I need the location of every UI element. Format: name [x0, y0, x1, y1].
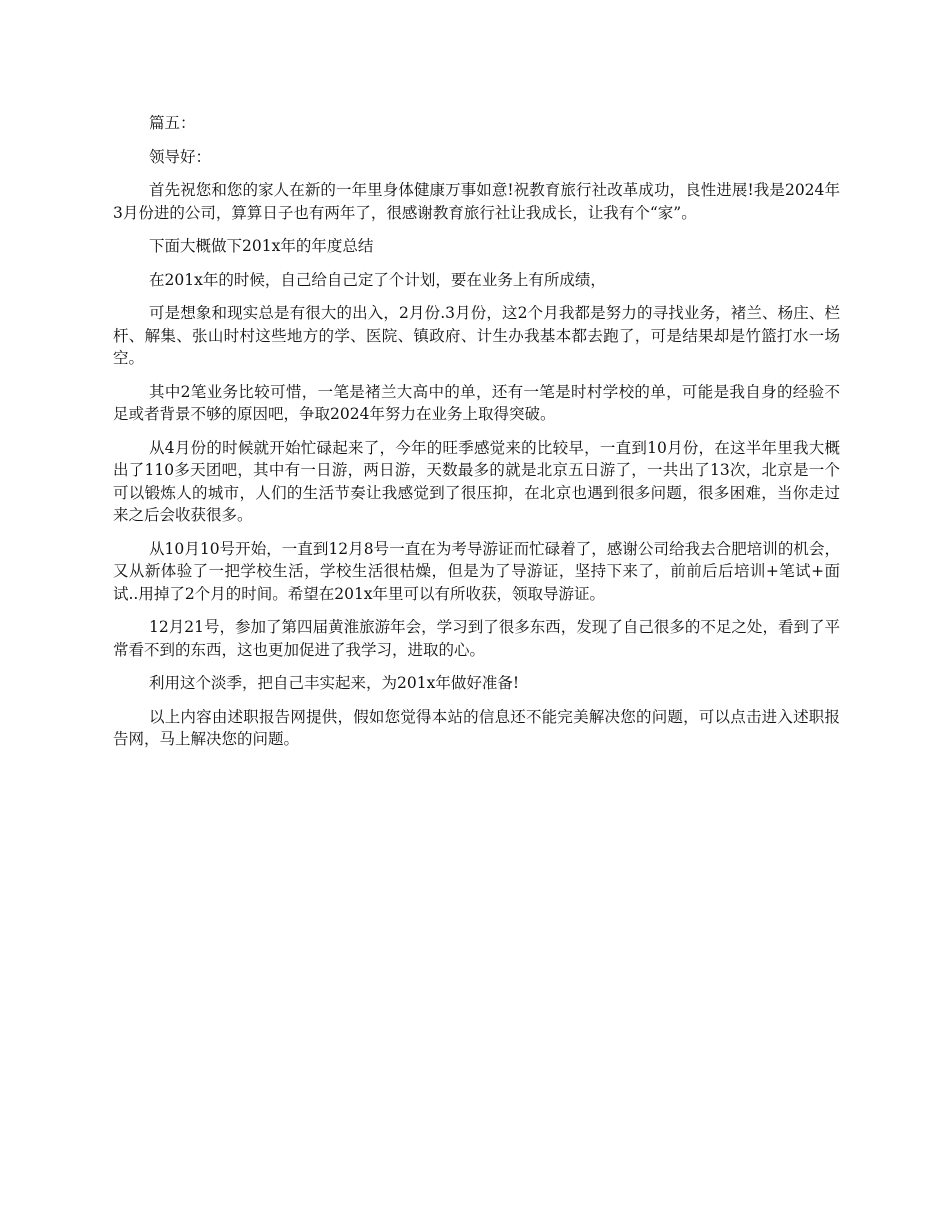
paragraph-guide-certificate: 从10月10号开始，一直到12月8号一直在为考导游证而忙碌着了，感谢公司给我去合肥培训的机会，又从新体验了一把学校生活，学校生活很枯燥，但是为了导游证，坚持下来了，前前后后培训+笔试+面试..用掉了2个月的时间。希望在201x年里可以有所收获，领取导游证。	[113, 539, 840, 603]
section-heading: 篇五：	[149, 114, 196, 132]
paragraph-off-season: 利用这个淡季，把自己丰实起来，为201x年做好准备!	[149, 674, 520, 692]
paragraph-summary-intro: 下面大概做下201x年的年度总结	[149, 237, 374, 255]
document-body	[113, 112, 840, 762]
paragraph-greeting: 首先祝您和您的家人在新的一年里身体健康万事如意!祝教育旅行社改革成功，良性进展!我是2024年3月份进的公司，算算日子也有两年了，很感谢教育旅行社让我成长，让我有个“家”。	[113, 181, 840, 222]
paragraph-peak-season: 从4月份的时候就开始忙碌起来了，今年的旺季感觉来的比较早，一直到10月份，在这半年里我大概出了110多天团吧，其中有一日游，两日游，天数最多的就是北京五日游了，一共出了13次，北京是一个可以锻炼人的城市，人们的生活节奏让我感觉到了很压抑，在北京也遇到很多问题，很多困难，当你走过来之后会收获很多。	[113, 438, 840, 524]
paragraph-plan: 在201x年的时候，自己给自己定了个计划，要在业务上有所成绩，	[149, 270, 606, 289]
paragraph-source-note: 以上内容由述职报告网提供，假如您觉得本站的信息还不能完美解决您的问题，可以点击进入述职报告网，马上解决您的问题。	[113, 707, 840, 748]
paragraph-business-search: 可是想象和现实总是有很大的出入，2月份.3月份，这2个月我都是努力的寻找业务，褚兰、杨庄、栏杆、解集、张山时村这些地方的学、医院、镇政府、计生办我基本都去跑了，可是结果却是竹篮打水一场空。	[113, 304, 840, 367]
paragraph-tourism-conference: 12月21号，参加了第四届黄淮旅游年会，学习到了很多东西，发现了自己很多的不足之处，看到了平常看不到的东西，这也更加促进了我学习，进取的心。	[113, 618, 840, 659]
salutation: 领导好：	[149, 147, 212, 166]
paragraph-missed-deals: 其中2笔业务比较可惜，一笔是褚兰大高中的单，还有一笔是时村学校的单，可能是我自身的经验不足或者背景不够的原因吧，争取2024年努力在业务上取得突破。	[113, 382, 840, 423]
